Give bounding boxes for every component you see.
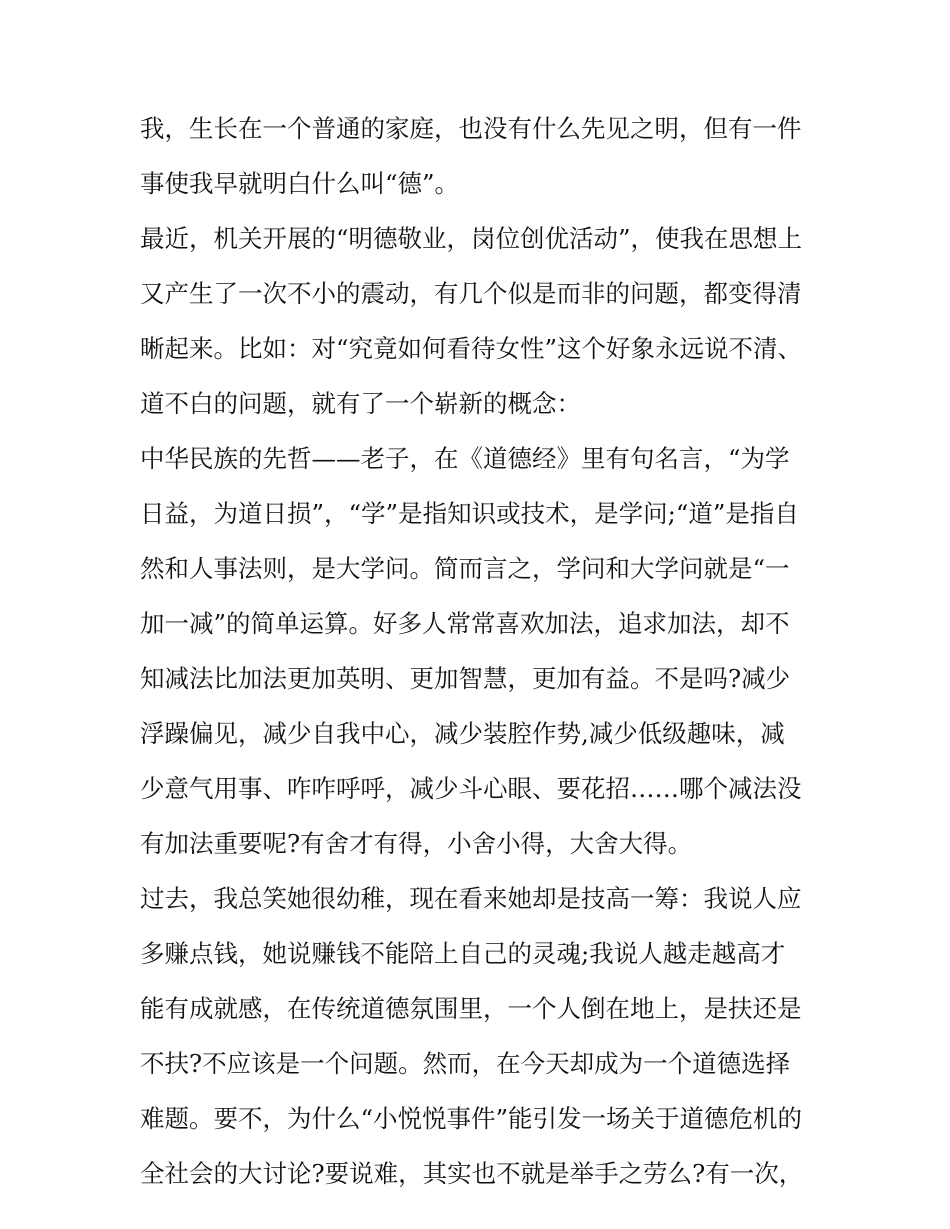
text-line: 少意气用事、咋咋呼呼，减少斗心眼、要花招……哪个减法没 — [140, 774, 802, 803]
paragraph-3 — [140, 431, 812, 871]
text-line: 我，生长在一个普通的家庭，也没有什么先见之明，但有一件 — [140, 114, 802, 143]
text-line: 多赚点钱，她说赚钱不能陪上自己的灵魂;我说人越走越高才 — [140, 939, 786, 968]
text-line: 晰起来。比如：对“究竟如何看待女性”这个好象永远说不清、 — [140, 334, 803, 363]
text-line: 事使我早就明白什么叫“德”。 — [140, 169, 460, 198]
paragraph-4 — [140, 871, 812, 1201]
text-line: 全社会的大讨论?要说难，其实也不就是举手之劳么?有一次， — [140, 1159, 804, 1188]
text-line: 然和人事法则，是大学问。简而言之，学问和大学问就是“一 — [140, 554, 790, 583]
text-line: 又产生了一次不小的震动，有几个似是而非的问题，都变得清 — [140, 279, 802, 308]
paragraph-1 — [140, 101, 812, 211]
text-line: 能有成就感，在传统道德氛围里，一个人倒在地上，是扶还是 — [140, 994, 802, 1023]
text-line: 道不白的问题，就有了一个崭新的概念： — [140, 389, 581, 418]
text-line: 难题。要不，为什么“小悦悦事件”能引发一场关于道德危机的 — [140, 1104, 803, 1133]
document-body — [140, 101, 812, 1201]
text-line: 知减法比加法更加英明、更加智慧，更加有益。不是吗?减少 — [140, 664, 791, 693]
text-line: 有加法重要呢?有舍才有得，小舍小得，大舍大得。 — [140, 829, 693, 858]
text-line: 加一减”的简单运算。好多人常常喜欢加法，追求加法，却不 — [140, 609, 790, 638]
text-line: 浮躁偏见，减少自我中心，减少装腔作势,减少低级趣味，减 — [140, 719, 785, 748]
text-line: 过去，我总笑她很幼稚，现在看来她却是技高一筹：我说人应 — [140, 884, 802, 913]
text-line: 日益，为道日损”，“学”是指知识或技术，是学问;“道”是指自 — [140, 499, 799, 528]
paragraph-2 — [140, 211, 812, 431]
text-line: 中华民族的先哲——老子，在《道德经》里有句名言，“为学 — [140, 444, 790, 473]
text-line: 最近，机关开展的“明德敬业，岗位创优活动”，使我在思想上 — [140, 224, 803, 253]
text-line: 不扶?不应该是一个问题。然而，在今天却成为一个道德选择 — [140, 1049, 791, 1078]
